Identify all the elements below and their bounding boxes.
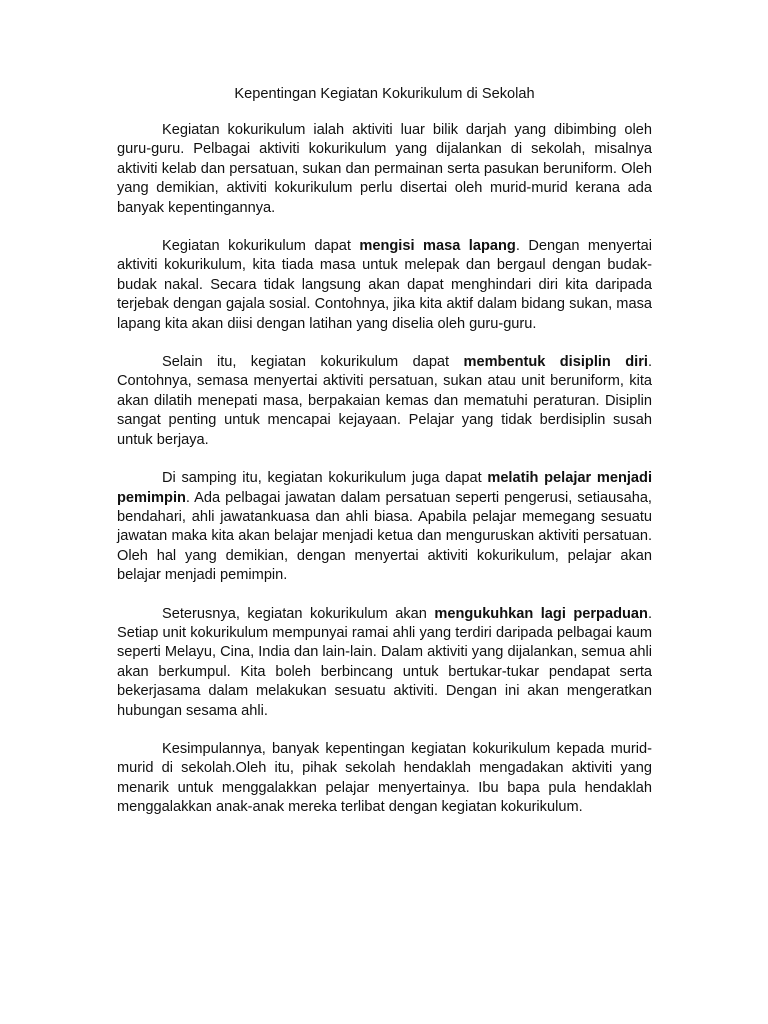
paragraph-text: . Dengan menyertai aktiviti kokurikulum, kita tiada masa untuk melepak dan bergaul dengan budak-budak nakal. Secara tidak langsung akan dapat menghindari diri kita daripada terjebak dengan gajala sosial. Contohnya, jika kita aktif dalam bidang sukan, masa lapang kita akan diisi dengan latihan yang diselia oleh guru-guru. xyxy=(117,238,652,332)
key-point: mengukuhkan lagi perpaduan xyxy=(434,605,648,622)
key-point: melatih pelajar menjadi pemimpin xyxy=(117,470,653,506)
paragraph-intro xyxy=(117,121,652,218)
paragraph-text: . Setiap unit kokurikulum mempunyai ramai ahli yang terdiri daripada pelbagai kaum seperti Melayu, Cina, India dan lain-lain. Dalam aktiviti yang dijalankan, semua ahli akan berkumpul. Kita boleh berbincang untuk bertukar-tukar pendapat serta bekerjasama dalam melakukan sesuatu aktiviti. Dengan ini akan mengeratkan hubungan sesama ahli. xyxy=(117,605,652,719)
paragraph-text: Kegiatan kokurikulum ialah aktiviti luar bilik darjah yang dibimbing oleh guru-guru. Pelbagai aktiviti kokurikulum yang dijalankan di sekolah, misalnya aktiviti kelab dan persatuan, sukan dan permainan serta pasukan beruniform. Oleh yang demikian, aktiviti kokurikulum perlu disertai oleh murid-murid kerana ada banyak kepentingannya. xyxy=(117,122,652,216)
paragraph-text: Selain itu, kegiatan kokurikulum dapat xyxy=(162,354,464,371)
document-page xyxy=(117,84,652,837)
paragraph-disiplin xyxy=(117,353,652,450)
paragraph-perpaduan xyxy=(117,605,652,721)
paragraph-pemimpin xyxy=(117,469,652,585)
paragraph-text: . Contohnya, semasa menyertai aktiviti persatuan, sukan atau unit beruniform, kita akan dilatih menepati masa, berpakaian kemas dan mematuhi peraturan. Disiplin sangat penting untuk mencapai kejayaan. Pelajar yang tidak berdisiplin susah untuk berjaya. xyxy=(117,354,652,448)
key-point: membentuk disiplin diri xyxy=(463,354,648,371)
paragraph-text: Di samping itu, kegiatan kokurikulum juga dapat xyxy=(162,470,488,487)
paragraph-text: . Ada pelbagai jawatan dalam persatuan seperti pengerusi, setiausaha, bendahari, ahli jawatankuasa dan ahli biasa. Apabila pelajar memegang sesuatu jawatan maka kita akan belajar menjadi ketua dan menguruskan aktiviti persatuan. Oleh hal yang demikian, dengan menyertai aktiviti kokurikulum, pelajar akan belajar menjadi pemimpin. xyxy=(117,489,652,584)
document-title: Kepentingan Kegiatan Kokurikulum di Sekolah xyxy=(234,86,535,102)
paragraph-text: Seterusnya, kegiatan kokurikulum akan xyxy=(162,605,435,622)
paragraph-text: Kesimpulannya, banyak kepentingan kegiatan kokurikulum kepada murid-murid di sekolah.Oleh itu, pihak sekolah hendaklah mengadakan aktiviti yang menarik untuk menggalakkan pelajar menyertainya. Ibu bapa pula hendaklah menggalakkan anak-anak mereka terlibat dengan kegiatan kokurikulum. xyxy=(117,740,652,816)
key-point: mengisi masa lapang xyxy=(359,238,516,255)
paragraph-masa-lapang xyxy=(117,237,652,334)
paragraph-kesimpulan xyxy=(117,740,652,818)
paragraph-text: Kegiatan kokurikulum dapat xyxy=(162,238,360,255)
